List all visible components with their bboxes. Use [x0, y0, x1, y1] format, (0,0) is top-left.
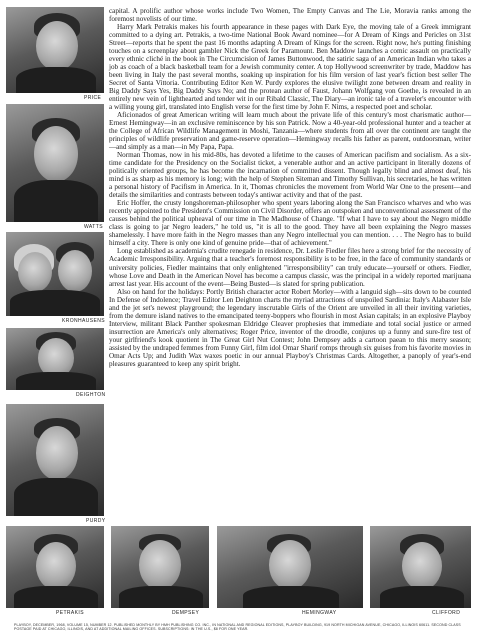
caption-kronhausens: KRONHAUSENS [62, 318, 106, 324]
photo-purdy [6, 404, 104, 516]
caption-clifford: CLIFFORD [432, 610, 461, 616]
paragraph: Also on hand for the holidays: Portly British character actor Robert Morley—with a languid sigh—sits down to be counted In Defense of Indolence; Travel Editor Len Deighton charts the myriad attractions of unspoiled Sardinia: Italy's Alabaster Isle and the jet set's newest playground; the legendary inscrutable Girls of the Orient are unveiled in all their inviting varieties, from the demure island natives to the emancipated teeny-boppers who flourish in most Asian capitals; in an explosive Playboy Interview, militant Black Panther spokesman Eldridge Cleaver prophesies that immediate and total social justice or armed insurrection are America's only alternatives; Roger Price, inventor of the droodle, conjures up a funny and sure-fire test of your girlfriend's kook quotient in The Great Girl Nut Contest; John Dempsey adds a cartoon paean to this merry season; assisted by the undraped femmes from Funny Girl, film idol Omar Sharif romps through six guises from his favorite movies in Omar Acts Up; and Judith Wax waxes poetic in our annual Playboy's Christmas Cards. Altogether, a panoply of year's-end pleasures guaranteed to keep any spirit bright. [109, 287, 471, 368]
photo-petrakis [6, 526, 104, 608]
photo-kronhausens [6, 232, 104, 316]
paragraph: Long established as academia's crudite renegade in residence, Dr. Leslie Fiedler files here a strong brief for the necessity of Academic Irresponsibility. Arguing that a teacher's foremost responsibility is to be free, in the face of community standards or university policies, Fiedler maintains that only enlightened "irresponsibility" can truly educate—yourself or others. Fiedler, whose Love and Death in the American Novel has become a campus classic, was the principal in a widely reported marijuana arrest last year. His account of the event—Being Busted—is slated for spring publication. [109, 247, 471, 288]
caption-hemingway: HEMINGWAY [302, 610, 337, 616]
paragraph: Eric Hoffer, the crusty longshoreman-philosopher who spent years laboring along the San Francisco wharves and who was recently appointed to the President's Commission on Civil Disorder, offers an outspoken and unconventional assessment of the causes behind the political upheaval of our time in The Madhouse of Change. "If what I have to say about the Negro middle class is going to jar Negro leaders," he told us, "it is all to the good. They have all been explaining the Negro masses shamelessly. I have more faith in the Negro masses than any Negro intellectual you can mention. . . . The Negro has to build himself a city. There is only one kind of genuine pride—that of achievement." [109, 199, 472, 248]
caption-dempsey: DEMPSEY [172, 610, 200, 616]
paragraph: capital. A prolific author whose works include Two Women, The Empty Canvas and The Lie, Moravia ranks among the foremost novelists of our time. [109, 7, 471, 24]
photo-clifford [370, 526, 471, 608]
caption-petrakis: PETRAKIS [56, 610, 84, 616]
photo-watts [6, 104, 104, 222]
article-body [109, 7, 471, 368]
photo-deighton [6, 328, 104, 390]
photo-hemingway [217, 526, 363, 608]
photo-dempsey [111, 526, 209, 608]
publication-footer: PLAYBOY, DECEMBER, 1968, VOLUME 15, NUMBER 12. PUBLISHED MONTHLY BY HMH PUBLISHING CO. INC., IN NATIONAL AND REGIONAL EDITIONS, PLAYBOY BUILDING, 919 NORTH MICHIGAN AVENUE, CHICAGO, ILLINOIS 60611. SECOND CLASS POSTAGE PAID AT CHICAGO, ILLINOIS, AND AT ADDITIONAL MAILING OFFICES. SUBSCRIPTIONS: IN THE U.S., $8 FOR ONE YEAR. [14, 623, 461, 632]
photo-price [6, 7, 104, 93]
caption-watts: WATTS [84, 224, 103, 230]
caption-price: PRICE [84, 95, 102, 101]
caption-purdy: PURDY [86, 518, 106, 524]
paragraph: Norman Thomas, now in his mid-80s, has devoted a lifetime to the causes of American pacifism and socialism. As a six-time candidate for the Presidency on the Socialist ticket, a venerable author and an active participant in literally dozens of politically oriented groups, he has become the incarnation of committed dissent. Though legally blind and almost deaf, his mind is as sharp as his memory is long; with the help of Stephen Siteman and Timothy Sullivan, his secretaries, he has written a personal history of Pacifism in America. In it, Thomas chronicles the movement from World War One to the present—and details the similarities and contrasts between today's antiwar activity and that of the past. [109, 151, 471, 200]
caption-deighton: DEIGHTON [76, 392, 106, 398]
paragraph: Aficionados of great American writing will learn much about the private life of this century's most charismatic author—Ernest Hemingway—in an exclusive reminiscence by his son Patrick. Now a 40-year-old professional hunter and a teacher at the College of African Wildlife Management in Moshi, Tanzania—where students from all over the continent are taught the principles of wildlife preservation and game-reserve operation—Hemingway recalls his father as parent, outdoorsman, writer—and simply as a man—in My Papa, Papa. [109, 111, 471, 152]
paragraph: Harry Mark Petrakis makes his fourth appearance in these pages with Dark Eye, the moving tale of a Greek immigrant committed to a dying art. Petrakis, a two-time National Book Award nominee—for A Dream of Kings and Pericles on 31st Street—reports that he spent the past 16 months adapting A Dream of Kings for the screen. Right now, he's putting finishing touches on a screenplay about gambler Nick the Greek for Paramount. Ben Maddow launches a comic assault on practically every ethnic cliché in the book in The Circumcision of James Buttonwood, the satiric saga of an American Indian who takes a job as coach of a black basketball team for a Jewish community center. A top Hollywood screenwriter by trade, Maddow has been living in Italy the past several months, soaking up inspiration for his film version of last year's fiction best seller The Secret of Santa Vittoria. Contributing Editor Ken W. Purdy explores the elusive twilight zone between dream and reality in Big Daddy Says Yes, Big Daddy Says No; and the protean author of Faust, Johann Wolfgang von Goethe, is revealed in an entirely new vein of lighthearted and tender wit in our Ribald Classic, The Diary—an ironic tale of a traveler's encounter with a willing young girl, translated into English verse for the first time by John F. Nims, a respected poet and scholar. [109, 23, 471, 112]
